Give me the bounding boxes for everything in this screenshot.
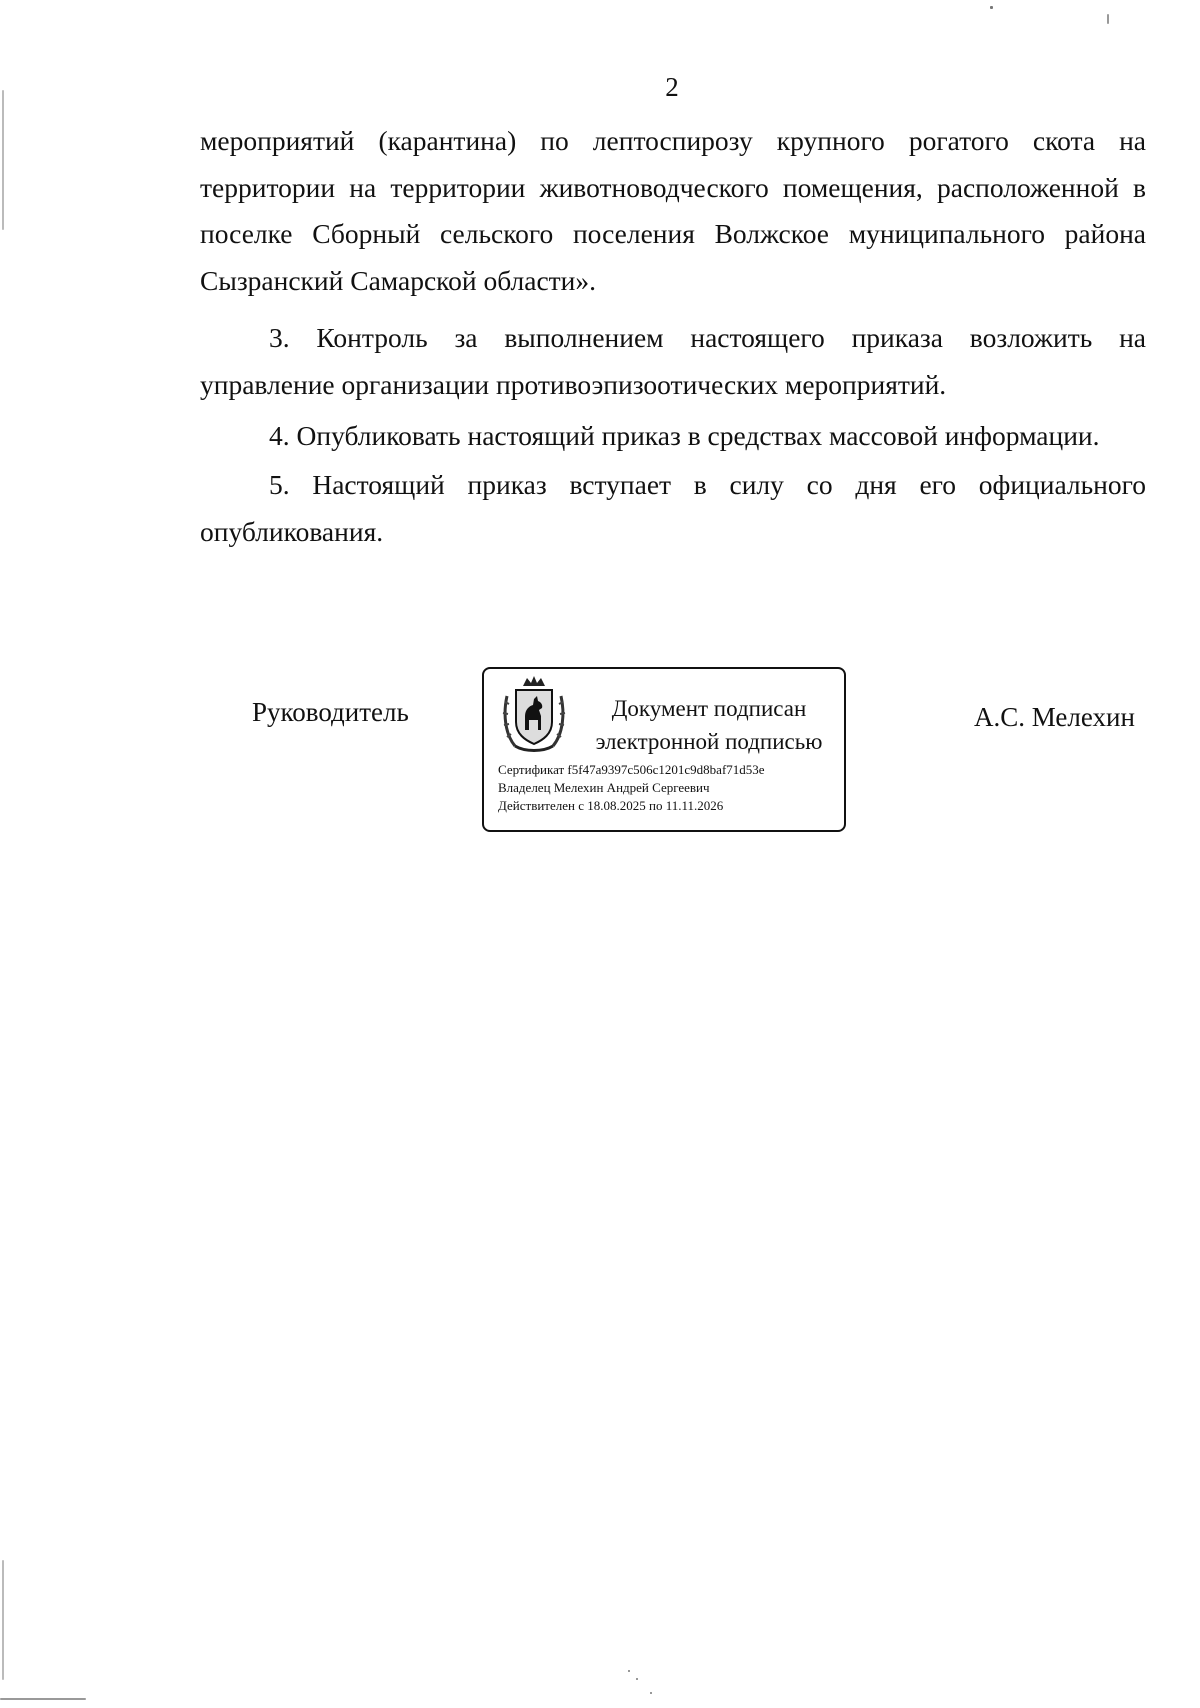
stamp-details [498, 761, 765, 815]
scan-speck [990, 6, 993, 9]
stamp-title-line-2: электронной подписью [595, 729, 823, 754]
coat-of-arms-icon [501, 674, 567, 752]
stamp-title-line-1: Документ подписан [611, 696, 807, 721]
stamp-title [579, 692, 839, 758]
scan-speck [2, 90, 4, 230]
scan-speck [1107, 14, 1109, 24]
paragraph-item-5: 5. Настоящий приказ вступает в силу со дня его официального опубликования. [200, 469, 1146, 547]
paragraph-item-3: 3. Контроль за выполнением настоящего приказа возложить на управление организации противоэпизоотических мероприятий. [200, 322, 1146, 400]
scan-speck [2, 1560, 4, 1680]
electronic-signature-stamp [482, 667, 846, 832]
signer-role: Руководитель [252, 697, 409, 727]
paragraph-continuation: мероприятий (карантина) по лептоспирозу крупного рогатого скота на территории на территории животноводческого помещения, расположенной в поселке Сборный сельского поселения Волжское муниципального района Сызранский Самарской области». [200, 125, 1146, 296]
stamp-owner: Владелец Мелехин Андрей Сергеевич [498, 780, 710, 795]
scan-speck [0, 1698, 86, 1700]
scan-speck [628, 1670, 630, 1672]
signer-name: А.С. Мелехин [974, 702, 1135, 732]
scan-speck [636, 1678, 638, 1680]
paragraph-item-4: 4. Опубликовать настоящий приказ в средствах массовой информации. [269, 420, 1100, 451]
scan-speck [650, 1692, 652, 1694]
page-number: 2 [665, 72, 679, 102]
stamp-certificate: Сертификат f5f47a9397c506c1201c9d8baf71d53e [498, 762, 765, 777]
stamp-validity: Действителен с 18.08.2025 по 11.11.2026 [498, 798, 724, 813]
